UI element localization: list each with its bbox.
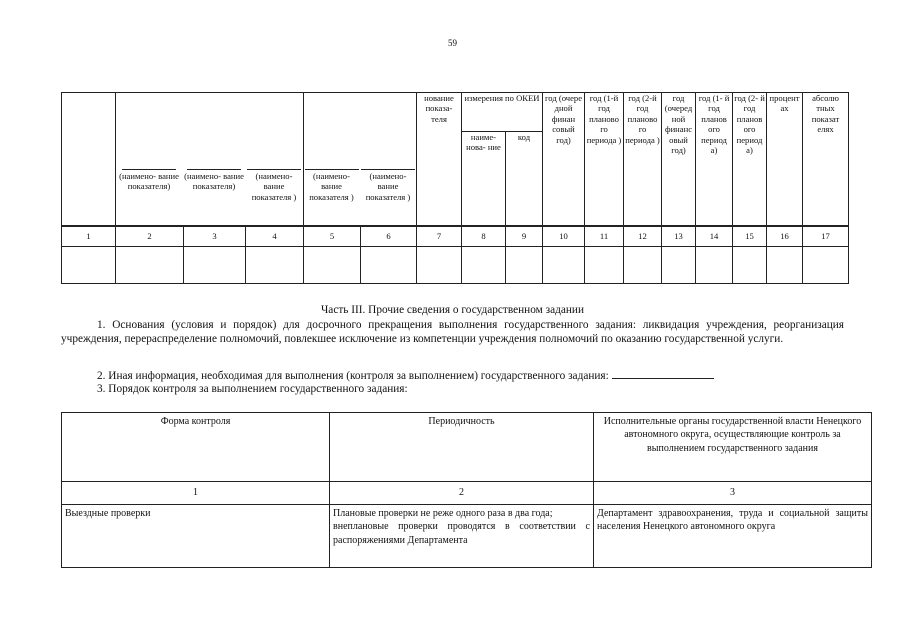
- column-number: 15: [733, 226, 767, 247]
- executive-body-cell: Департамент здравоохранения, труда и социальной защиты населения Ненецкого автономного округа: [594, 505, 872, 568]
- sub-indicator-label: (наимено- вание показателя ): [303, 169, 360, 225]
- empty-cell: [184, 247, 246, 284]
- empty-cell: [417, 247, 462, 284]
- blank-line: [247, 169, 301, 170]
- control-form-cell: Выездные проверки: [62, 505, 330, 568]
- header-indicator-name: нование показа- теля: [417, 93, 462, 227]
- header-control-form: Форма контроля: [62, 413, 330, 482]
- empty-cell: [696, 247, 733, 284]
- column-number: 16: [767, 226, 803, 247]
- sub-indicator-label: (наимено- вание показателя): [119, 171, 179, 192]
- header-okei-group: измерения по ОКЕИ: [462, 93, 543, 132]
- empty-cell: [304, 247, 361, 284]
- table-row: [62, 505, 872, 568]
- column-number: 2: [330, 482, 594, 505]
- header-year-6: год (2- й год планов ого период а): [733, 93, 767, 227]
- header-periodicity: Периодичность: [330, 413, 594, 482]
- column-number: 3: [184, 226, 246, 247]
- header-year-1: год (очере дной финан совый год): [543, 93, 585, 227]
- column-number: 17: [803, 226, 849, 247]
- sub-indicator-labels: [115, 169, 417, 225]
- column-number: 6: [361, 226, 417, 247]
- header-year-3: год (2-й год планово го периода ): [624, 93, 662, 227]
- page-number: 59: [448, 38, 457, 48]
- other-info-text: 2. Иная информация, необходимая для выполнения (контроля за выполнением) государственного задания:: [97, 370, 609, 382]
- control-table-numbers: [62, 482, 872, 505]
- part-title: Часть III. Прочие сведения о государственном задании: [320, 304, 585, 316]
- header-year-4: год (очеред ной финанс овый год): [662, 93, 696, 227]
- empty-cell: [543, 247, 585, 284]
- column-numbers-row: [62, 226, 849, 247]
- empty-cell: [62, 247, 116, 284]
- header-executive-bodies: Исполнительные органы государственной власти Ненецкого автономного округа, осуществляющие контроль за выполнением государственного задания: [594, 413, 872, 482]
- column-number: 1: [62, 226, 116, 247]
- empty-cell: [803, 247, 849, 284]
- column-number: 3: [594, 482, 872, 505]
- table-row: [62, 247, 849, 284]
- column-number: 13: [662, 226, 696, 247]
- column-number: 10: [543, 226, 585, 247]
- column-number: 7: [417, 226, 462, 247]
- column-number: 5: [304, 226, 361, 247]
- empty-cell: [361, 247, 417, 284]
- empty-cell: [246, 247, 304, 284]
- empty-cell: [506, 247, 543, 284]
- column-number: 14: [696, 226, 733, 247]
- empty-cell: [624, 247, 662, 284]
- blank-line: [187, 169, 241, 170]
- column-number: 9: [506, 226, 543, 247]
- column-number: 4: [246, 226, 304, 247]
- blank-line: [305, 169, 359, 170]
- empty-cell: [662, 247, 696, 284]
- empty-cell: [116, 247, 184, 284]
- empty-cell: [767, 247, 803, 284]
- control-table-header: [62, 413, 872, 482]
- column-number: 2: [116, 226, 184, 247]
- fill-in-line: [612, 367, 714, 379]
- paragraph-other-info: [61, 367, 844, 383]
- header-okei-code: код: [506, 132, 543, 227]
- blank-line: [122, 169, 176, 170]
- header-year-5: год (1- й год планов ого период а): [696, 93, 733, 227]
- header-year-2: год (1-й год планово го периода ): [585, 93, 624, 227]
- header-okei-name: наиме- нова- ние: [462, 132, 506, 227]
- header-absolute: абсолю тных показат елях: [803, 93, 849, 227]
- empty-cell: [585, 247, 624, 284]
- periodicity-unplanned: внеплановые проверки проводятся в соответствии с распоряжениями Департамента: [333, 521, 590, 546]
- header-percent: процент ах: [767, 93, 803, 227]
- column-number: 8: [462, 226, 506, 247]
- empty-cell: [733, 247, 767, 284]
- sub-indicator-label: (наимено- вание показателя ): [245, 169, 303, 225]
- sub-indicator-label: (наимено- вание показателя): [184, 171, 244, 192]
- paragraph-control-procedure: 3. Порядок контроля за выполнением государственного задания:: [97, 383, 408, 395]
- indicators-table-body: [61, 225, 849, 284]
- blank-line: [361, 169, 415, 170]
- empty-cell: [462, 247, 506, 284]
- paragraph-termination-grounds: 1. Основания (условия и порядок) для досрочного прекращения выполнения государственного задания: ликвидация учреждения, реорганизация учреждения, перераспределение полномочий, повлекшее исключение из компетенции учреждения полномочий по оказанию государственной услуги.: [61, 319, 844, 346]
- column-number: 11: [585, 226, 624, 247]
- periodicity-planned: Плановые проверки не реже одного раза в два года;: [333, 508, 553, 519]
- periodicity-cell: [330, 505, 594, 568]
- sub-indicator-label: (наимено- вание показателя ): [360, 169, 416, 225]
- column-number: 1: [62, 482, 330, 505]
- control-table: [61, 412, 872, 568]
- column-number: 12: [624, 226, 662, 247]
- header-cell-1: [62, 93, 116, 227]
